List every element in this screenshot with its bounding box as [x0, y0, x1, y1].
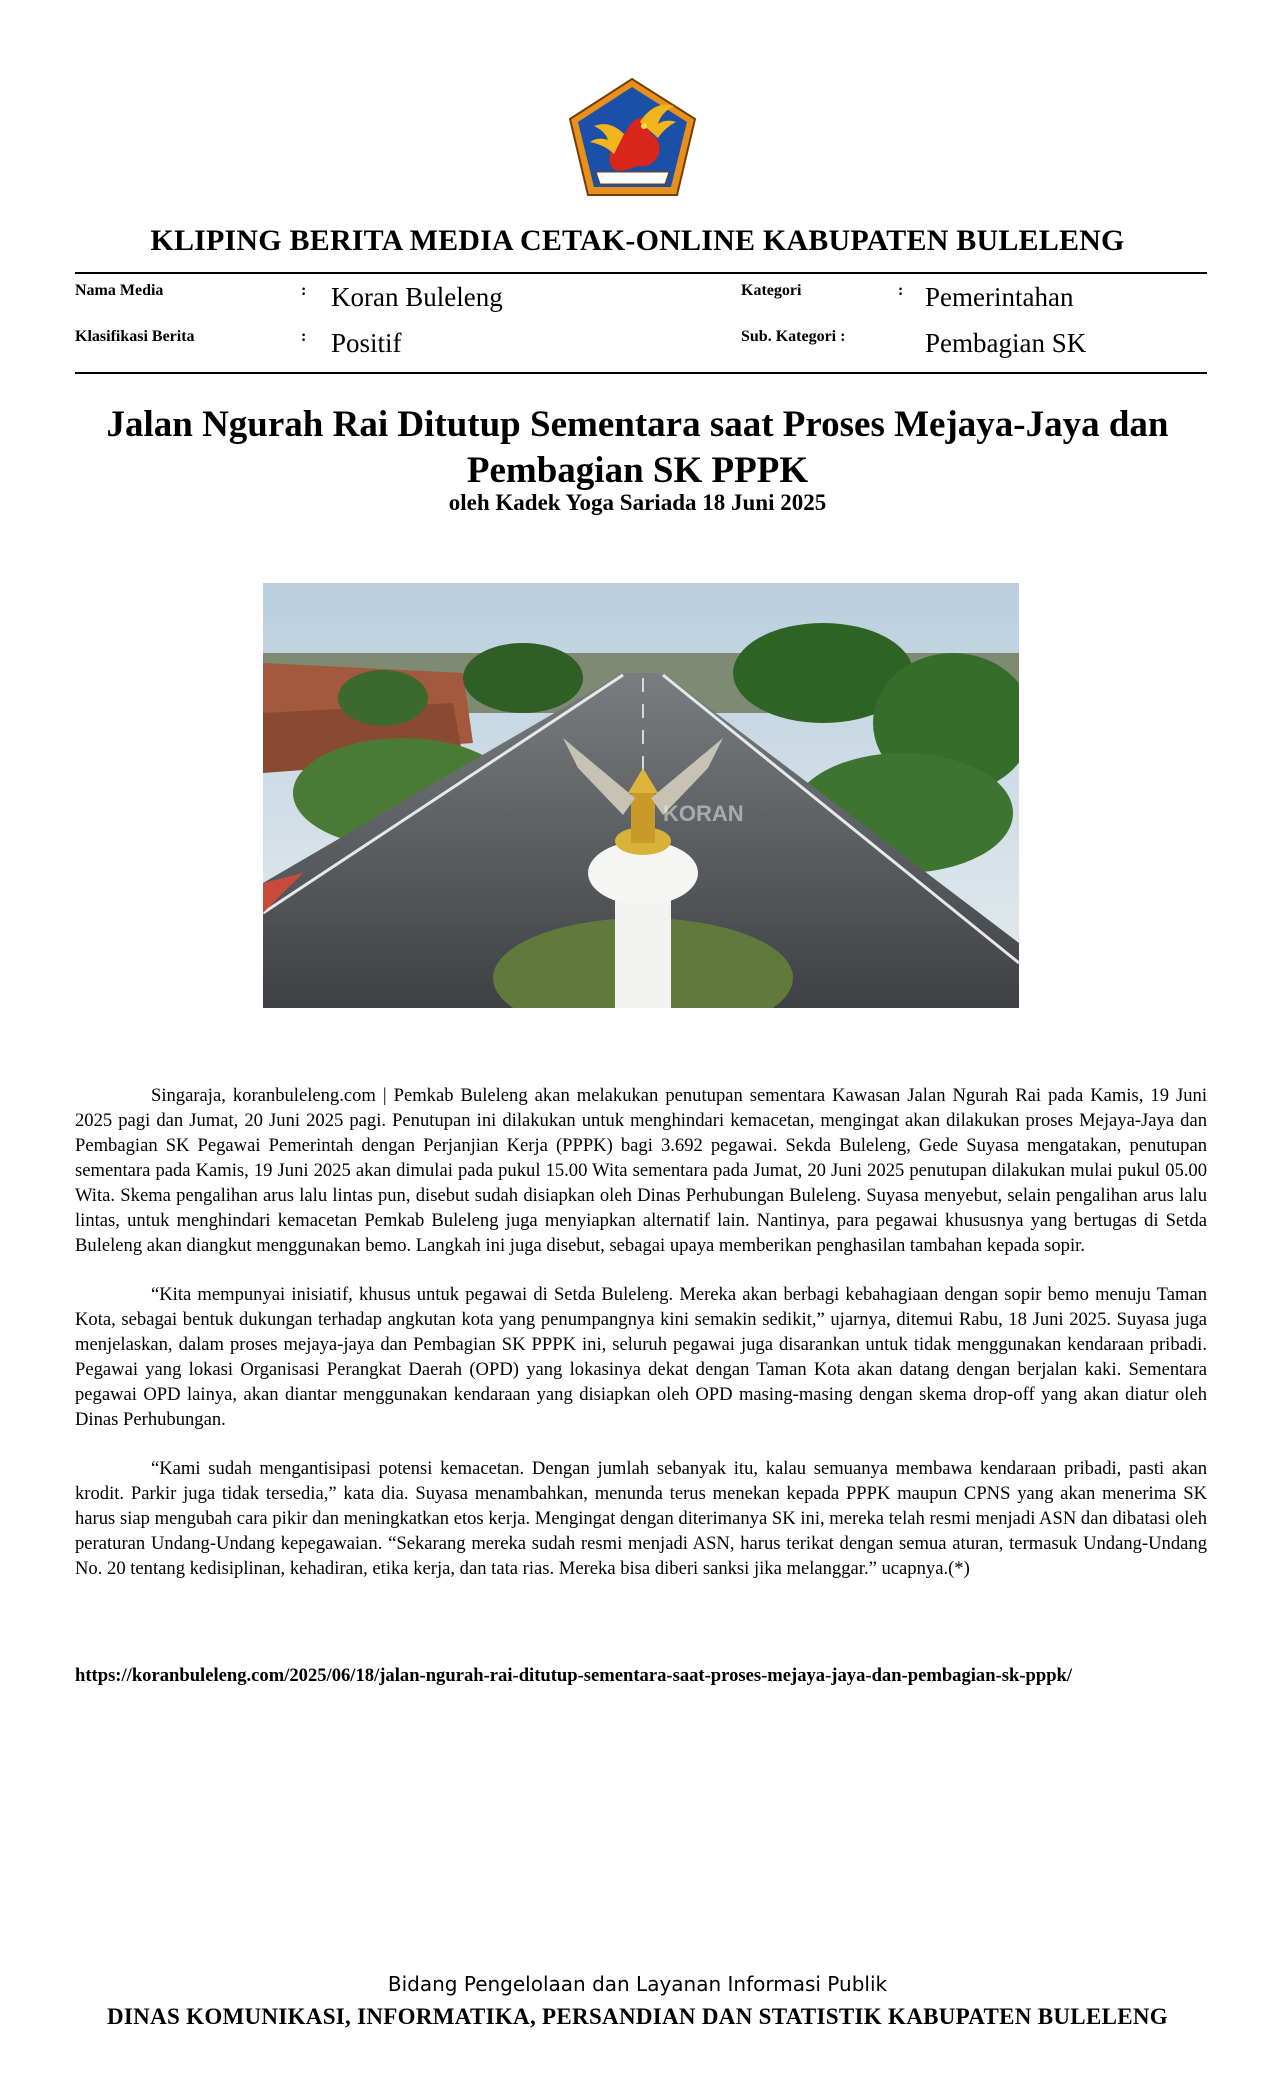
article-paragraph-3: “Kami sudah mengantisipasi potensi kemacetan. Dengan jumlah sebanyak itu, kalau semuanya membawa kendaraan pribadi, pasti akan krodit. Parkir juga tidak tersedia,” kata dia. Suyasa menambahkan, menunda terus menekan kepada PPPK maupun CPNS yang akan menerima SK harus siap mengubah cara pikir dan meningkatkan etos kerja. Mengingat dengan diterimanya SK ini, mereka telah resmi menjadi ASN dan dibatasi oleh peraturan Undang-Undang kepegawaian. “Sekarang mereka sudah resmi menjadi ASN, harus terikat dengan semua aturan, termasuk Undang-Undang No. 20 tentang kedisiplinan, kehadiran, etika kerja, dan tata rias. Mereka bisa diberi sanksi jika melanggar.” ucapnya.(*) — [75, 1458, 1207, 1579]
footer-division: Bidang Pengelolaan dan Layanan Informasi Publik — [387, 1972, 888, 1996]
header-bottom-divider — [75, 372, 1207, 374]
kategori-label: Kategori — [741, 282, 802, 299]
klasifikasi-value: Positif — [331, 328, 402, 358]
klasifikasi-colon: : — [301, 328, 307, 345]
article-title: Jalan Ngurah Rai Ditutup Sementara saat Proses Mejaya-Jaya dan Pembagian SK PPPK — [106, 404, 1169, 491]
article-byline: oleh Kadek Yoga Sariada 18 Juni 2025 — [448, 490, 827, 515]
footer-agency: DINAS KOMUNIKASI, INFORMATIKA, PERSANDIAN DAN STATISTIK KABUPATEN BULELENG — [107, 2004, 1168, 2029]
header-top-divider — [75, 272, 1207, 274]
article-paragraph-1: Singaraja, koranbuleleng.com | Pemkab Buleleng akan melakukan penutupan sementara Kawasan Jalan Ngurah Rai pada Kamis, 19 Juni 2025 pagi dan Jumat, 20 Juni 2025 pagi. Penutupan ini dilakukan untuk menghindari kemacetan, mengingat akan dilakukan proses Mejaya-Jaya dan Pembagian SK Pegawai Pemerintah dengan Perjanjian Kerja (PPPK) bagi 3.692 pegawai. Sekda Buleleng, Gede Suyasa mengatakan, penutupan sementara pada Kamis, 19 Juni 2025 akan dimulai pada pukul 15.00 Wita sementara pada Jumat, 20 Juni 2025 penutupan dilakukan mulai pukul 05.00 Wita. Skema pengalihan arus lalu lintas pun, disebut sudah disiapkan oleh Dinas Perhubungan Buleleng. Suyasa menyebut, selain pengalihan arus lalu lintas, untuk menghindari kemacetan Pemkab Buleleng juga menyiapkan alternatif lain. Nantinya, para pegawai khususnya yang bertugas di Setda Buleleng akan diangkut menggunakan bemo. Langkah ini juga disebut, sebagai upaya memberikan penghasilan tambahan kepada sopir. — [75, 1085, 1207, 1256]
document-header-title: KLIPING BERITA MEDIA CETAK-ONLINE KABUPATEN BULELENG — [150, 224, 1125, 257]
source-url-link[interactable]: https://koranbuleleng.com/2025/06/18/jalan-ngurah-rai-ditutup-sementara-saat-proses-mejaya-jaya-dan-pembagian-sk-pppk/ — [75, 1665, 1073, 1686]
article-paragraph-2: “Kita mempunyai inisiatif, khusus untuk pegawai di Setda Buleleng. Mereka akan berbagi kebahagiaan dengan sopir bemo menuju Taman Kota, sebagai bentuk dukungan terhadap angkutan kota yang penumpangnya kini semakin sedikit,” ujarnya, ditemui Rabu, 18 Juni 2025. Suyasa juga menjelaskan, dalam proses mejaya-jaya dan Pembagian SK PPPK ini, seluruh pegawai juga disarankan untuk tidak menggunakan kendaraan pribadi. Pegawai yang lokasi Organisasi Perangkat Daerah (OPD) yang lokasinya dekat dengan Taman Kota akan datang dengan berjalan kaki. Sementara pegawai OPD lainya, akan diantar menggunakan kendaraan yang disiapkan oleh OPD masing-masing dengan skema drop-off yang akan diatur oleh Dinas Perhubungan. — [75, 1284, 1207, 1430]
article-body — [75, 1083, 1207, 1605]
media-label: Nama Media — [75, 282, 164, 299]
article-photo — [263, 583, 1019, 1008]
subkategori-label: Sub. Kategori : — [741, 328, 846, 345]
media-colon: : — [301, 282, 307, 299]
subkategori-value: Pembagian SK — [925, 328, 1087, 358]
photo-watermark: KORAN — [663, 801, 744, 826]
buleleng-emblem-logo — [566, 76, 699, 198]
kategori-colon: : — [898, 282, 904, 299]
klasifikasi-label: Klasifikasi Berita — [75, 328, 195, 345]
media-value: Koran Buleleng — [331, 282, 503, 312]
kategori-value: Pemerintahan — [925, 282, 1074, 312]
